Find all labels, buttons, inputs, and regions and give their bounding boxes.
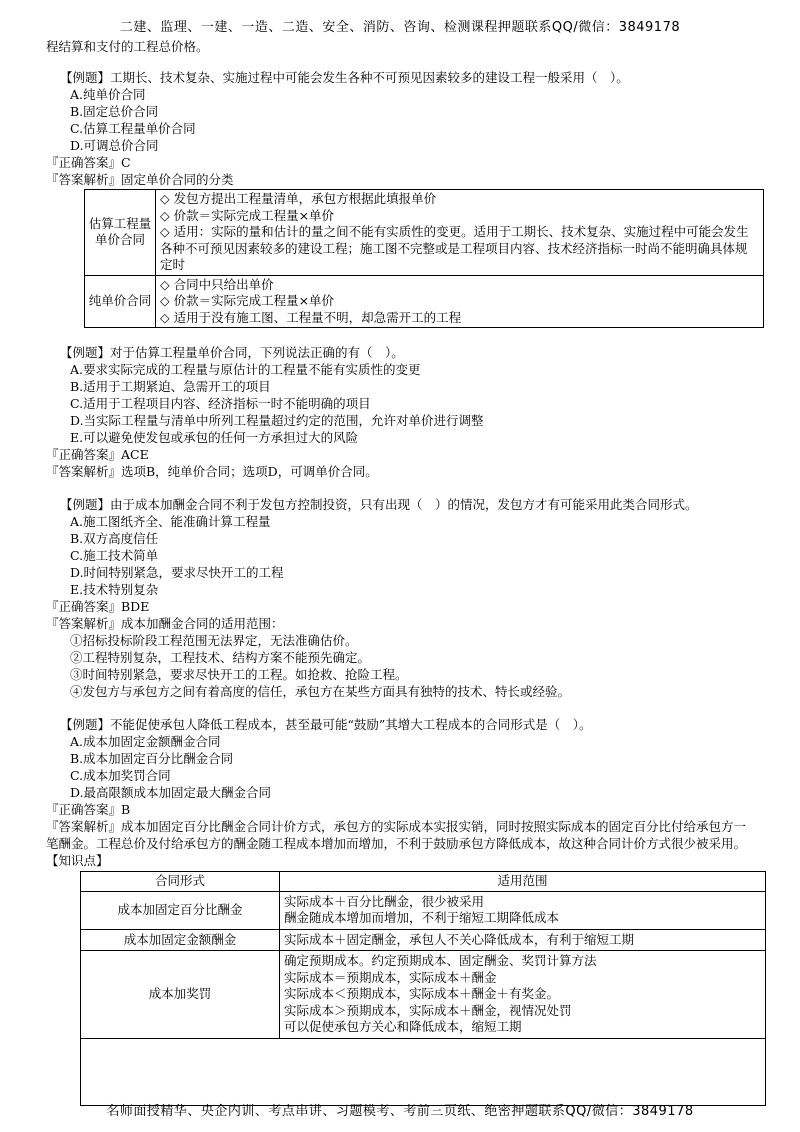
page-content	[46, 38, 758, 1106]
scope-line: 可以促使承包方关心和降低成本，缩短工期	[284, 1019, 522, 1034]
column-header-scope: 适用范围	[280, 872, 766, 892]
question-3-point-2: ②工程特别复杂，工程技术、结构方案不能预先确定。	[70, 650, 371, 665]
question-4-option-c: C.成本加奖罚合同	[70, 768, 171, 783]
question-1-option-d: D.可调总价合同	[70, 138, 159, 153]
question-1-stem: 【例题】工期长、技术复杂、实施过程中可能会发生各种不可预见因素较多的建设工程一般采用（ ）。	[60, 70, 629, 85]
question-2-option-a: A.要求实际完成的工程量与原估计的工程量不能有实质性的变更	[70, 362, 421, 377]
question-1-option-a: A.纯单价合同	[70, 87, 146, 102]
question-3-option-e: E.技术特别复杂	[70, 582, 159, 597]
contract-scope	[280, 951, 766, 1039]
scope-line: 实际成本＝预期成本，实际成本＋酬金	[284, 969, 497, 985]
table-row-description	[156, 275, 764, 328]
scope-line: 实际成本＋固定酬金，承包人不关心降低成本，有利于缩短工期	[284, 931, 635, 947]
blank-cell	[81, 1038, 766, 1105]
question-4-stem: 【例题】不能促使承包人降低工程成本，甚至最可能“鼓励”其增大工程成本的合同形式是（ ）。	[60, 717, 592, 732]
description-line: ◇ 发包方提出工程量清单，承包方根据此填报单价	[160, 191, 437, 206]
description-line: ◇ 价款＝实际完成工程量×单价	[160, 207, 335, 223]
contract-form: 成本加奖罚	[81, 951, 280, 1039]
knowledge-title: 【知识点】	[46, 853, 109, 868]
table-row	[85, 190, 764, 276]
question-4-answer: 『正确答案』B	[46, 802, 131, 817]
question-4-option-a: A.成本加固定金额酬金合同	[70, 734, 221, 749]
question-4-option-d: D.最高限额成本加固定最大酬金合同	[70, 785, 272, 800]
contract-scope	[280, 891, 766, 929]
scope-line: 酬金随成本增加而增加，不利于缩短工期降低成本	[284, 910, 560, 925]
description-line: ◇ 适用：实际的量和估计的量之间不能有实质性的变更。适用于工期长、技术复杂、实施过程中可能会发生各种不可预见因素较多的建设工程；施工图不完整或是工程项目内容、技术经济指标一时尚不能明确具体规定时	[160, 224, 749, 272]
table-row	[81, 891, 766, 929]
contract-scope	[280, 929, 766, 951]
intro-line: 程结算和支付的工程总价格。	[46, 39, 209, 54]
question-3-point-1: ①招标投标阶段工程范围无法界定，无法准确估价。	[70, 633, 358, 648]
question-4-option-b: B.成本加固定百分比酬金合同	[70, 751, 234, 766]
page-footer: 名师面授精华、央企内训、考点串讲、习题模考、考前三页纸、绝密押题联系QQ/微信：3849178	[106, 1104, 694, 1119]
question-3-option-b: B.双方高度信任	[70, 531, 159, 546]
question-2-answer: 『正确答案』ACE	[46, 447, 149, 462]
question-2-option-c: C.适用于工程项目内容、经济指标一时不能明确的项目	[70, 396, 371, 411]
question-2-stem: 【例题】对于估算工程量单价合同，下列说法正确的有（ ）。	[60, 345, 404, 360]
question-1-analysis: 『答案解析』固定单价合同的分类	[46, 172, 234, 187]
description-line: ◇ 价款＝实际完成工程量×单价	[160, 293, 335, 308]
table-row-description	[156, 190, 764, 276]
question-2-analysis: 『答案解析』选项B，纯单价合同；选项D，可调单价合同。	[46, 464, 378, 479]
column-header-form: 合同形式	[81, 872, 280, 892]
question-3-point-4: ④发包方与承包方之间有着高度的信任，承包方在某些方面具有独特的技术、特长或经验。	[70, 684, 571, 699]
table-row	[85, 275, 764, 328]
contract-form: 成本加固定金额酬金	[81, 929, 280, 951]
question-2-option-b: B.适用于工期紧迫、急需开工的项目	[70, 379, 271, 394]
description-line: ◇ 合同中只给出单价	[160, 276, 274, 292]
question-2-option-d: D.当实际工程量与清单中所列工程量超过约定的范围，允许对单价进行调整	[70, 413, 484, 428]
question-3-option-d: D.时间特别紧急，要求尽快开工的工程	[70, 565, 284, 580]
page-header: 二建、监理、一建、一造、二造、安全、消防、咨询、检测课程押题联系QQ/微信：3849178	[119, 20, 681, 35]
scope-line: 实际成本＜预期成本，实际成本＋酬金＋有奖金。	[284, 986, 560, 1001]
question-3-option-a: A.施工图纸齐全、能准确计算工程量	[70, 514, 271, 529]
question-1-option-b: B.固定总价合同	[70, 104, 159, 119]
scope-line: 实际成本＋百分比酬金，很少被采用	[284, 893, 485, 909]
table-row	[81, 929, 766, 951]
question-2-option-e: E.可以避免使发包或承包的任何一方承担过大的风险	[70, 430, 359, 445]
contract-form: 成本加固定百分比酬金	[81, 891, 280, 929]
unit-price-contract-table	[84, 189, 764, 328]
question-3-answer: 『正确答案』BDE	[46, 599, 150, 614]
description-line: ◇ 适用于没有施工图、工程量不明，却急需开工的工程	[160, 309, 462, 325]
table-row-label: 纯单价合同	[85, 275, 156, 328]
question-1-answer: 『正确答案』C	[46, 155, 131, 170]
table-blank-row	[81, 1038, 766, 1105]
question-3-point-3: ③时间特别紧急，要求尽快开工的工程。如抢救、抢险工程。	[70, 667, 408, 682]
question-1-option-c: C.估算工程量单价合同	[70, 121, 196, 136]
cost-plus-contract-table	[80, 871, 766, 1106]
table-row-label: 估算工程量单价合同	[85, 190, 156, 276]
scope-line: 实际成本＞预期成本，实际成本＋酬金，视情况处罚	[284, 1002, 572, 1018]
question-3-analysis: 『答案解析』成本加酬金合同的适用范围：	[46, 616, 284, 631]
question-3-option-c: C.施工技术简单	[70, 548, 159, 563]
table-header-row	[81, 872, 766, 892]
question-3-stem: 【例题】由于成本加酬金合同不利于发包方控制投资，只有出现（ ）的情况，发包方才有可能采用此类合同形式。	[60, 497, 698, 512]
table-row	[81, 951, 766, 1039]
scope-line: 确定预期成本。约定预期成本、固定酬金、奖罚计算方法	[284, 953, 597, 968]
question-4-analysis: 『答案解析』成本加固定百分比酬金合同计价方式，承包方的实际成本实报实销，同时按照实际成本的固定百分比付给承包方一笔酬金。工程总价及付给承包方的酬金随工程成本增加而增加，不利于鼓励承包方降低成本，故这种合同计价方式很少被采用。	[46, 819, 747, 851]
